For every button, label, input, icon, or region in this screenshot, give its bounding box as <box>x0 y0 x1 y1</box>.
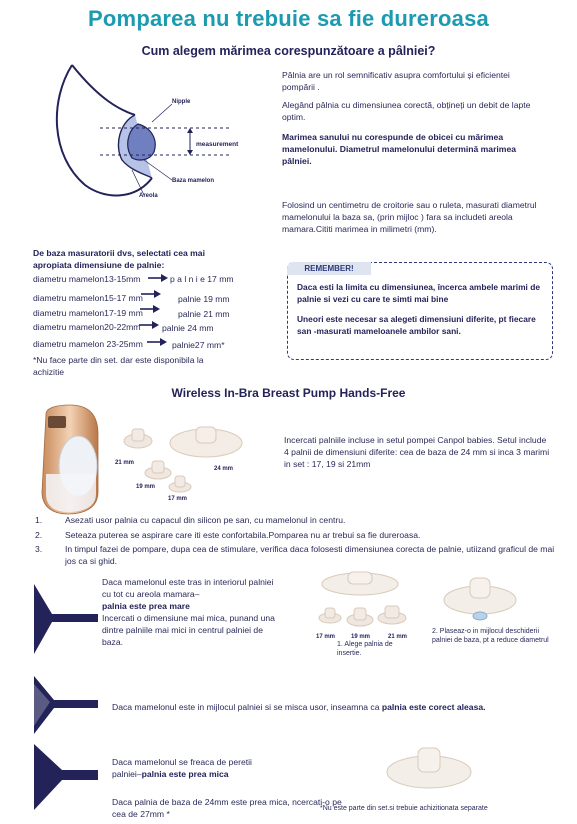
size-row-result: palnie 21 mm <box>178 309 230 319</box>
arrow-right-icon <box>138 319 160 331</box>
funnel-size-label: 24 mm <box>214 466 234 472</box>
insert-size-label: 17 mm <box>316 634 336 640</box>
step-item: 3. In timpul fazei de pompare, dupa cea de stimulare, verifica daca folosesti dimensiunea corecta de palnie, utiizand graficul de mai jos ca si ghid. <box>35 544 555 566</box>
funnel-correct-diagram <box>32 670 102 740</box>
funnel-size-label: 21 mm <box>115 460 135 466</box>
insert-funnels-image <box>300 570 430 640</box>
remember-paragraph-1: Daca esti la limita cu dimensiunea, încerca ambele marimi de palnie si vezi cu care te simti mai bine <box>297 282 540 304</box>
nipple-label: Nipple <box>172 99 191 105</box>
case3-text: Daca mamelonul se freaca de peretii palniei–palnia este prea mica <box>112 757 252 779</box>
insert-size-label: 21 mm <box>388 634 408 640</box>
funnel-too-large-diagram <box>32 574 102 664</box>
size-row-range: diametru mamelon20-22mm <box>33 322 141 332</box>
size-row-result: palnie 19 mm <box>178 294 230 304</box>
funnel-size-label: 19 mm <box>136 484 156 490</box>
product-description: Incercati palniile incluse in setul pompei Canpol babies. Setul include 4 palnii de dimensiuni diferite: cea de baza de 24 mm si inca 3 marimi in set : 17, 19 si 21mm <box>284 435 550 469</box>
insert-size-label: 19 mm <box>351 634 371 640</box>
remember-tab: REMEMBER! <box>287 262 371 275</box>
remember-paragraph-2: Uneori este necesar sa alegeti dimensiuni diferite, pt fiecare san -masurati mameloanele ambilor sani. <box>297 314 536 336</box>
breast-diagram <box>40 60 265 210</box>
funnel-size-label: 17 mm <box>168 496 188 502</box>
areola-label: Areola <box>139 193 158 199</box>
step-item: 1. Asezati usor palnia cu capacul din silicon pe san, cu mamelonul in centru. <box>35 515 346 525</box>
base-funnel-with-insert-image <box>440 570 520 630</box>
case2-text: Daca mamelonul este in mijlocul palniei si se misca usor, inseamna ca palnia este corect aleasa. <box>112 702 486 712</box>
pump-device-image <box>36 404 104 516</box>
intro-paragraph-3: Marimea sanului nu corespunde de obicei cu mărimea mamelonului. Diametrul mamelonului determină marimea pâlniei. <box>282 132 517 166</box>
remember-box <box>287 262 553 360</box>
case3-text-b: Daca palnia de baza de 24mm este prea mica, ncercati-o pe cea de 27mm * <box>112 797 342 819</box>
case1-text: Daca mamelonul este tras in interiorul palniei cu tot cu areola mamara– palnia este prea mare Incercati o dimensiune mai mica, punand una dintre palniile mai mici in centrul palniei de baza. <box>102 577 275 647</box>
funnel-too-small-diagram <box>32 740 102 815</box>
page-title: Pomparea nu trebuie sa fie dureroasa <box>88 6 489 31</box>
arrow-right-icon <box>139 303 161 315</box>
page-subtitle: Cum alegem mărimea corespunzătoare a pâlniei? <box>141 44 436 58</box>
size-row-result: palnie 24 mm <box>162 323 214 333</box>
baza-mamelon-label: Baza mamelon <box>172 178 215 184</box>
steps-list <box>35 515 555 567</box>
size-row-range: diametru mamelon13-15mm <box>33 274 141 284</box>
insert-note-1: 1. Alege palnia de insertie. <box>337 641 393 657</box>
sizes-heading: De baza masuratorii dvs, selectati cea mai apropiata dimensiune de palnie: <box>33 248 205 270</box>
case3-note: *Nu este parte din set.si trebuie achizitionata separate <box>320 805 488 812</box>
size-row-range: diametru mamelon15-17 mm <box>33 293 143 303</box>
intro-paragraph-4: Folosind un centimetru de croitorie sau o ruleta, masurati diametrul mamelonului la baza sa, (prin mijloc ) fara sa includeti areola mamara.Cititi marimea in milimetri (mm). <box>282 200 537 234</box>
size-row-range: diametru mamelon 23-25mm <box>33 339 143 349</box>
arrow-right-icon <box>140 288 162 300</box>
size-row-result: p a l n i e 17 mm <box>170 274 234 284</box>
step-item: 2. Seteaza puterea se aspirare care iti este confortabila.Pomparea nu ar trebui sa fie dureroasa. <box>35 529 421 540</box>
product-heading: Wireless In-Bra Breast Pump Hands-Free <box>171 386 406 400</box>
measurement-label: measurement <box>196 141 239 148</box>
arrow-right-icon <box>147 272 169 284</box>
intro-paragraph-2: Alegând pâlnia cu dimensiunea corectă, obțineți un debit de lapte optim. <box>282 100 531 122</box>
size-row-result: palnie27 mm* <box>172 340 225 350</box>
intro-paragraph-1: Pâlnia are un rol semnificativ asupra comfortului și eficientei pompării . <box>282 70 510 92</box>
large-funnel-image <box>384 740 474 800</box>
sizes-footnote: *Nu face parte din set. dar este disponibila la achizitie <box>33 355 204 377</box>
insert-note-2: 2. Plaseaz-o in mijlocul deschiderii palniei de baza, pt a reduce diametrul <box>432 628 549 644</box>
size-row-range: diametru mamelon17-19 mm <box>33 308 143 318</box>
arrow-right-icon <box>146 336 168 348</box>
